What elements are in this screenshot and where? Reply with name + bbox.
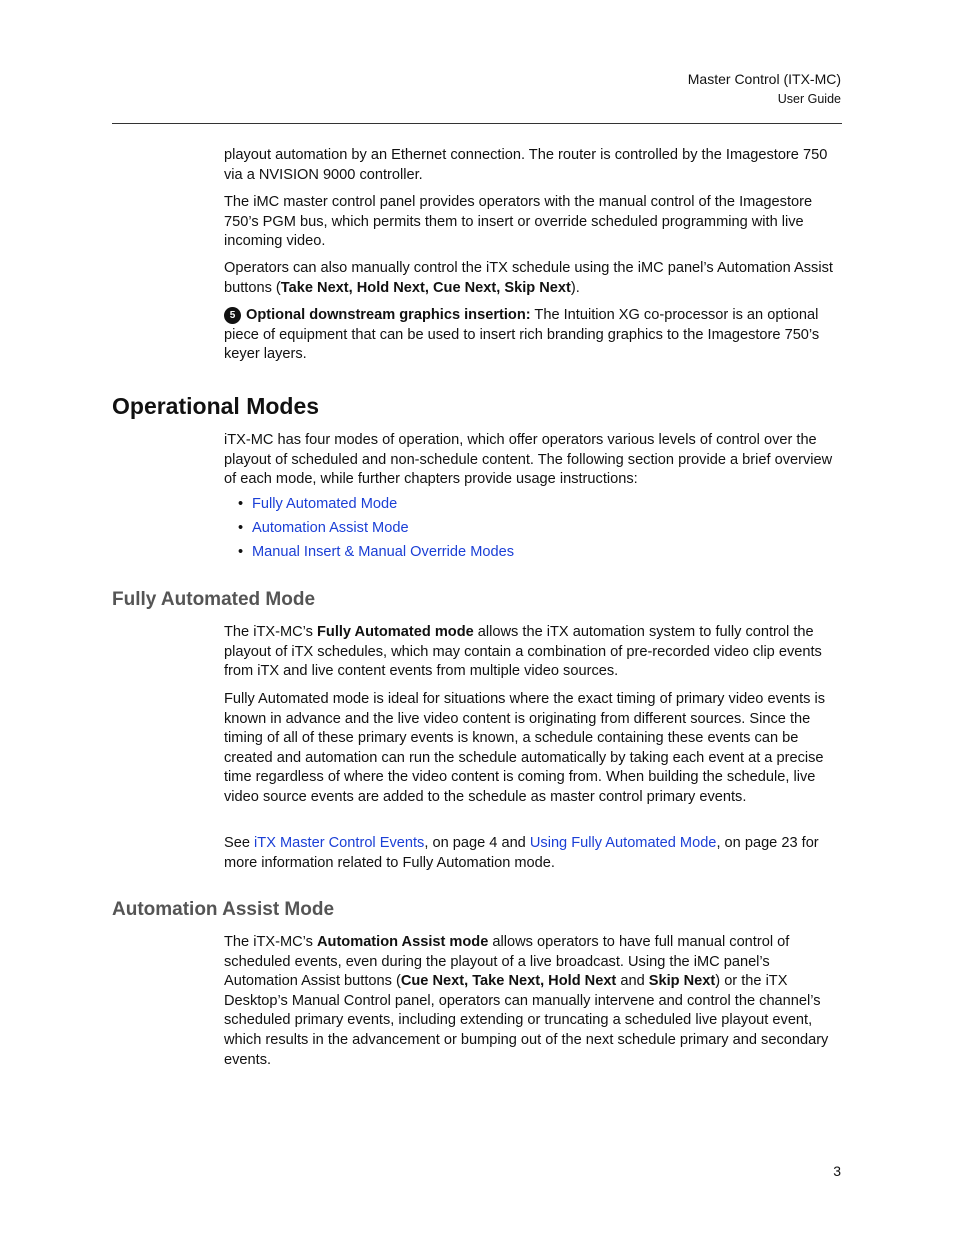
bullet-icon: • <box>238 544 244 560</box>
bullet-icon: • <box>238 496 244 512</box>
fully-automated-paragraph-2: Fully Automated mode is ideal for situations where the exact timing of primary video events is known in advance and the live video content is originating from different sources. Since the timing of all of these primary events is known, a schedule containing these events can be created and automation can run the schedule automatically by taking each event at a precise time regardless of where the video content is coming from. When building the schedule, live video source events are added to the schedule as master control primary events. <box>224 691 826 805</box>
callout-number-badge: 5 <box>224 307 241 324</box>
intro-paragraph-4 <box>224 306 842 365</box>
header-subtitle: User Guide <box>777 92 841 106</box>
header-title: Master Control (ITX-MC) <box>687 71 841 87</box>
fully-automated-paragraph-1 <box>224 623 842 682</box>
link-itx-master-control-events[interactable]: iTX Master Control Events <box>254 835 425 851</box>
header-divider <box>112 123 842 124</box>
operational-modes-heading: Operational Modes <box>112 393 320 419</box>
operational-modes-paragraph: iTX-MC has four modes of operation, which offer operators various levels of control over the playout of scheduled and non-schedule content. The following section provide a brief overview of each mode, while further chapters provide usage instructions: <box>224 432 833 488</box>
intro-paragraph-3-text-a: Operators can also manually control the iTX schedule using the iMC panel’s Automation Assist buttons ( <box>224 260 833 296</box>
automation-assist-text-d: ) or the iTX Desktop’s Manual Control panel, operators can manually intervene and control the channel’s scheduled primary events, including extending or truncating a scheduled live playout event, which results in the advancement or bumping out of the next schedule primary and secondary events. <box>224 973 829 1068</box>
link-automation-assist-mode[interactable]: Automation Assist Mode <box>252 520 409 536</box>
bullet-icon: • <box>238 520 244 536</box>
intro-paragraph-4-text: The Intuition XG co-processor is an optional piece of equipment that can be used to insert rich branding graphics to the Imagestore 750’s keyer layers. <box>224 307 820 363</box>
intro-paragraph-2: The iMC master control panel provides operators with the manual control of the Imagestore 750’s PGM bus, which permits them to insert or override scheduled programming with live incoming video. <box>224 194 813 250</box>
link-manual-insert-override-modes[interactable]: Manual Insert & Manual Override Modes <box>252 544 514 560</box>
intro-paragraph-3-text-b: ). <box>570 279 580 296</box>
link-using-fully-automated-mode[interactable]: Using Fully Automated Mode <box>529 835 717 851</box>
fully-automated-p3-text-a: See <box>224 835 255 851</box>
fully-automated-paragraph-3 <box>224 834 842 873</box>
automation-assist-text-c: and <box>616 973 649 990</box>
automation-assist-text-a: The iTX-MC’s <box>224 934 317 950</box>
automation-assist-text-b: allows operators to have full manual control of scheduled events, even during the playout of a live broadcast. Using the iMC panel’s Automation Assist buttons ( <box>224 934 790 990</box>
intro-paragraph-3 <box>224 259 842 298</box>
page-number: 3 <box>833 1163 841 1179</box>
fully-automated-heading: Fully Automated Mode <box>112 589 316 610</box>
automation-assist-heading: Automation Assist Mode <box>112 899 335 920</box>
automation-assist-bold-1: Automation Assist mode <box>316 934 489 950</box>
fully-automated-p1-text-b: allows the iTX automation system to fully control the playout of iTX schedules, which may contain a combination of pre-recorded video clip events from iTX and live content events from multiple video sources. <box>224 624 822 680</box>
automation-assist-bold-3: Skip Next <box>648 973 716 990</box>
intro-paragraph-1: playout automation by an Ethernet connection. The router is controlled by the Imagestore 750 via a NVISION 9000 controller. <box>224 147 828 183</box>
fully-automated-p1-text-a: The iTX-MC’s <box>224 624 317 640</box>
automation-assist-bold-2: Cue Next, Take Next, Hold Next <box>400 973 617 990</box>
automation-assist-paragraph <box>224 933 842 1070</box>
fully-automated-p1-bold: Fully Automated mode <box>316 624 474 640</box>
link-fully-automated-mode[interactable]: Fully Automated Mode <box>252 496 398 512</box>
intro-paragraph-3-bold: Take Next, Hold Next, Cue Next, Skip Next <box>280 279 571 296</box>
intro-paragraph-4-bold: Optional downstream graphics insertion: <box>246 307 531 323</box>
fully-automated-p3-text-c: , on page 23 for more information related to Fully Automation mode. <box>224 835 819 871</box>
fully-automated-p3-text-b: , on page 4 and <box>424 835 530 851</box>
